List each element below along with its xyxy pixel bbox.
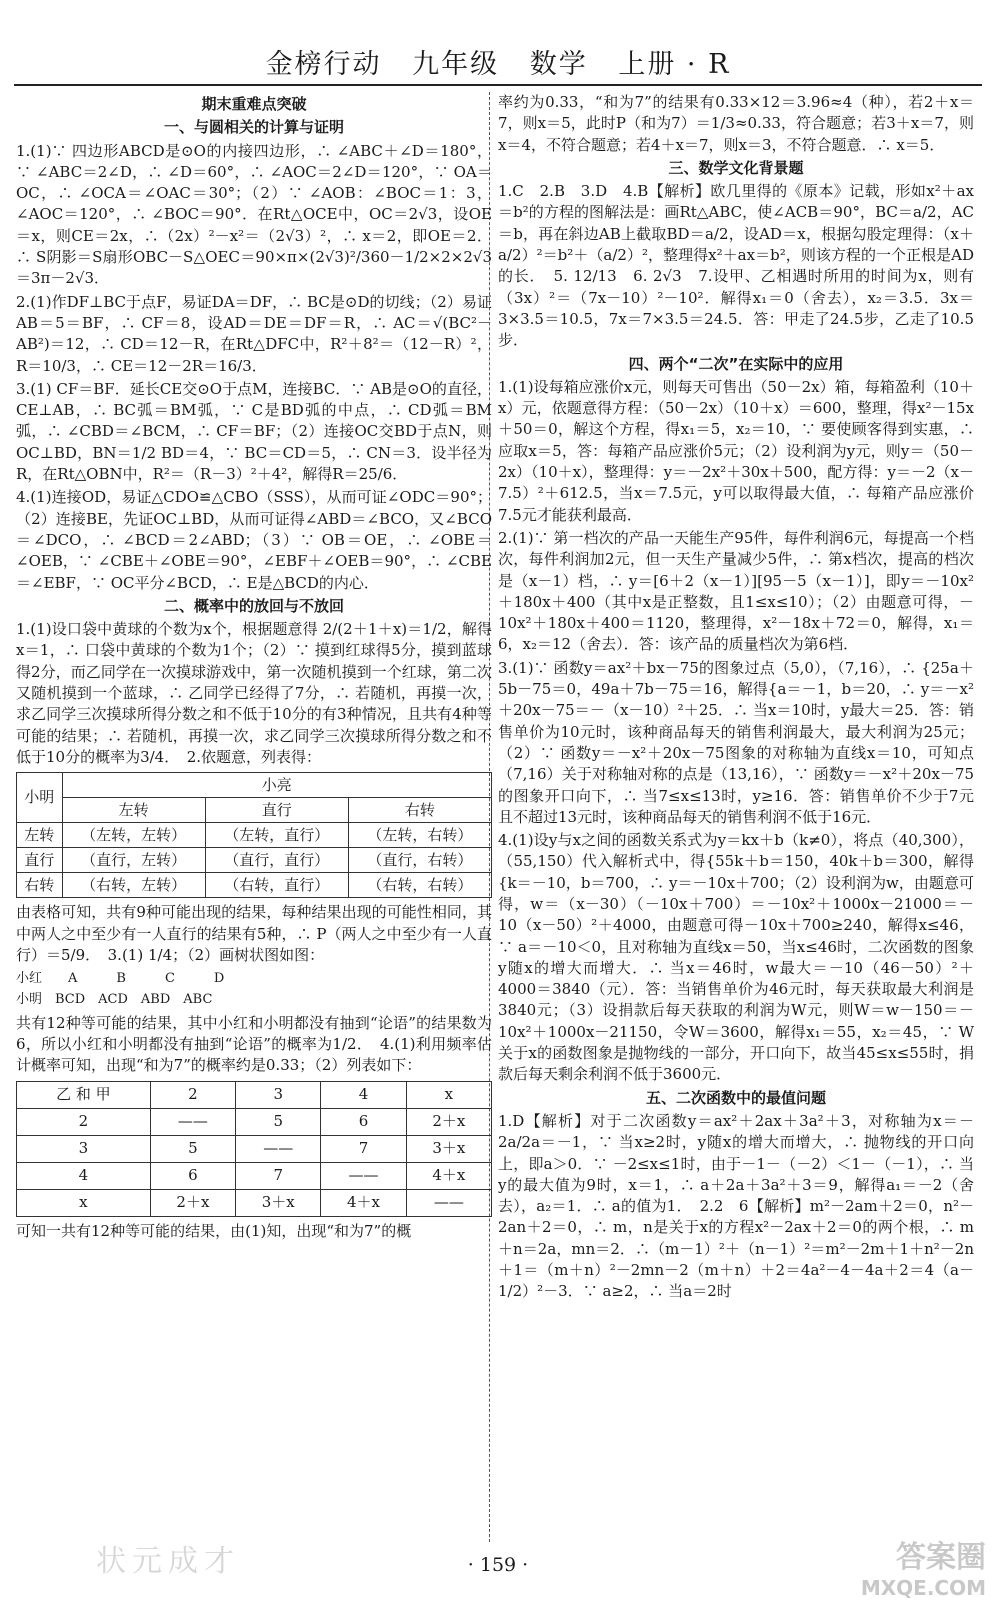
table-row: [17, 1189, 492, 1216]
row-header: 2: [17, 1108, 151, 1135]
table-cell: ——: [406, 1189, 491, 1216]
table-cell: （左转，直行）: [205, 823, 348, 848]
book-grade: 九年级: [412, 49, 500, 80]
table-row: [17, 823, 492, 848]
book-volume: 上册 · R: [618, 49, 731, 80]
table-cell: 5: [150, 1135, 235, 1162]
table-row: [17, 1135, 492, 1162]
row-header: 3: [17, 1135, 151, 1162]
s3-answers: 1.C 2.B 3.D 4.B【解析】欧几里得的《原本》记载，形如x²＋ax＝b²的方程的图解法是：画Rt△ABC，使∠ACB＝90°，BC＝a/2，AC＝b，再在斜边AB上截取BD＝a/2，设AD＝x，根据勾股定理得：（x＋a/2）²＝b²＋（a/2）²，整理得x²＋ax＝b²，则该方程的一个正根是AD的长． 5. 12/13 6. 2√3 7.设甲、乙相遇时所用的时间为x，则有（3x）²＝（7x－10）²－10²．解得x₁＝0（舍去），x₂＝3.5．3x＝3×3.5＝10.5，7x＝7×3.5＝24.5．答：甲走了24.5步，乙走了10.5步．: [498, 182, 974, 350]
row-header: 4: [17, 1162, 151, 1189]
page-title: 期末重难点突破: [201, 95, 307, 113]
watermark-logo: [846, 1532, 986, 1600]
table-corner: [17, 1081, 151, 1108]
tree-row-bottom: 小明 BCD ACD ABD ABC: [16, 992, 213, 1008]
table-cell: ——: [321, 1162, 406, 1189]
row-header: 右转: [17, 873, 63, 898]
corner-top: 乙: [56, 1084, 72, 1103]
table-col-header: 2: [150, 1081, 235, 1108]
s1-answer-3: 3.(1) CF＝BF．延长CE交⊙O于点M，连接BC．∵ AB是⊙O的直径，CE⊥AB，∴ BC弧＝BM弧，∵ C是BD弧的中点，∴ CD弧＝BM弧，∴ ∠CBD＝∠BCM，∴ CF＝BF；（2）连接OC交BD于点N，则OC⊥BD，BN＝1/2 BD＝4，∵ BC＝CD＝5，∴ CN＝3．设半径为R，在Rt△OBN中，R²＝（R－3）²＋4²，解得R＝25/6．: [16, 379, 492, 484]
s1-answer-2: 2.(1)作DF⊥BC于点F，易证DA＝DF，∴ BC是⊙D的切线；（2）易证AB＝5＝BF，∴ CF＝8，设AD＝DE＝DF＝R，∴ AC＝√(BC²－AB²)＝12，∴ CD＝12－R，在Rt△DFC中，R²＋8²＝（12－R）²，R＝10/3，∴ CE＝12－2R＝16/3．: [16, 292, 492, 375]
table-cell: ——: [236, 1135, 321, 1162]
book-subject: 数学: [529, 49, 588, 80]
left-column: [16, 92, 492, 1542]
table-cell: 7: [236, 1162, 321, 1189]
tree-row-top: 小红 A B C D: [16, 971, 225, 987]
table-cell: （直行，直行）: [205, 848, 348, 873]
table-cell: 6: [150, 1162, 235, 1189]
table-cell: 2＋x: [150, 1189, 235, 1216]
logo-text-top: 答案圈: [896, 1540, 986, 1575]
table-turns: [16, 772, 492, 898]
table-corner: 小明: [17, 773, 63, 823]
corner-bottom: 甲: [95, 1084, 111, 1103]
table-cell: 3＋x: [406, 1135, 491, 1162]
table-group-header: 小亮: [62, 773, 491, 798]
header-rule: [14, 84, 982, 86]
s1-answer-4: 4.(1)连接OD，易证△CDO≌△CBO（SSS），从而可证∠ODC＝90°；（2）连接BE，先证OC⊥BD，从而可证得∠ABD＝∠BCO，又∠BCO＝∠DCO，∴ ∠BCD＝2∠ABD；（3）∵ OB＝OE，∴ ∠OBE＝∠OEB，∵ ∠CBE＋∠OBE＝90°，∠EBF＋∠OEB＝90°，∴ ∠CBE＝∠EBF，∵ OC平分∠BCD，∴ E是△BCD的内心．: [16, 488, 492, 592]
right-column: [498, 92, 974, 1542]
table-cell: （左转，右转）: [348, 823, 491, 848]
table-col-header: 左转: [62, 798, 205, 823]
table-cell: 7: [321, 1135, 406, 1162]
s4-answer-1: 1.(1)设每箱应涨价x元，则每天可售出（50－2x）箱，每箱盈利（10＋x）元，依题意得方程：（50－2x）（10＋x）＝600，整理，得x²－15x＋50＝0，解这个方程，得x₁＝5，x₂＝10，∵ 要使顾客得到实惠，∴ 应取x＝5，答：每箱产品应涨价5元；（2）设利润为y元，则y＝（50－2x）（10＋x），整理得：y＝－2x²＋30x＋500，配方得：y＝－2（x－7.5）²＋612.5，当x＝7.5元，y可以取得最大值，∴ 每箱产品应涨价7.5元才能获利最高．: [498, 377, 974, 524]
table-cell: （左转，左转）: [62, 823, 205, 848]
row-header: x: [17, 1189, 151, 1216]
s4-answer-4: 4.(1)设y与x之间的函数关系式为y＝kx＋b（k≠0），将点（40,300），（55,150）代入解析式中，得{55k＋b＝150，40k＋b＝300，解得{k＝－10，b＝700，∴ y＝－10x＋700；（2）设利润为w，由题意可得，w＝（x－30）（－10x＋700）＝－10x²＋1000x－21000＝－10（x－50）²＋4000，由题意可得－10x＋700≥240，解得x≤46，∵ a＝－10＜0，且对称轴为直线x＝50，当x≤46时，二次函数的图象y随x的增大而增大．∴ 当x＝46时，w最大＝－10（46－50）²＋4000＝3840（元）．答：当销售单价为46元时，每天获取最大利润是3840元；（3）设捐款后每天获取的利润为W元，则W＝w－150＝－10x²＋1000x－21150，令W＝3600，解得x₁＝55，x₂＝45，∵ W关于x的函数图象是抛物线的一部分，开口向下，故当45≤x≤55时，捐款后每天剩余利润不低于3600元．: [498, 831, 974, 1084]
table-cell: 4＋x: [406, 1162, 491, 1189]
section-3-title: 三、数学文化背景题: [668, 158, 804, 177]
table-col-header: 3: [236, 1081, 321, 1108]
section-2-title: 二、概率中的放回与不放回: [163, 596, 344, 615]
book-series: 金榜行动: [265, 49, 382, 80]
table-cell: （右转，右转）: [348, 873, 491, 898]
table-row: [17, 1162, 492, 1189]
row-header: 直行: [17, 848, 63, 873]
section-5-title: 五、二次函数中的最值问题: [645, 1088, 826, 1107]
table-cell: 4＋x: [321, 1189, 406, 1216]
table-col-header: 右转: [348, 798, 491, 823]
s2-answer-2: 由表格可知，共有9种可能出现的结果，每种结果出现的可能性相同，其中两人之中至少有一人直行的结果有5种，∴ P（两人之中至少有一人直行）＝5/9． 3.(1) 1/4；（2）画树状图如图：: [16, 903, 492, 964]
logo-text-bottom: MXQE.COM: [860, 1576, 986, 1600]
s2-answer-1: 1.(1)设口袋中黄球的个数为x个，根据题意得 2/(2＋1＋x)＝1/2，解得x＝1，∴ 口袋中黄球的个数为1个；（2）∵ 摸到红球得5分，摸到蓝球得2分，而乙同学在一次摸球游戏中，第一次随机摸到一个红球，第二次又随机摸到一个蓝球，∴ 乙同学已经得了7分，∴ 若随机，再摸一次，求乙同学三次摸球所得分数之和不低于10分的有3种情况，且共有4种等可能的结果；∴ 若随机，再摸一次，求乙同学三次摸球所得分数之和不低于10分的概率为3/4． 2.依题意，列表得：: [16, 620, 492, 766]
s2-answer-4: 可知一共有12种等可能的结果，由(1)知，出现“和为7”的概: [16, 1221, 412, 1240]
table-cell: 5: [236, 1108, 321, 1135]
table-row: [17, 848, 492, 873]
s4-answer-2: 2.(1)∵ 第一档次的产品一天能生产95件，每件利润6元，每提高一个档次，每件利润加2元，但一天生产量减少5件，∴ 第x档次，提高的档次是（x－1）档，∴ y＝[6＋2（x－1）][95－5（x－1）]，即y＝－10x²＋180x＋400（其中x是正整数，且1≤x≤10）；（2）由题意可得，－10x²＋180x＋400＝1120，整理得，x²－18x＋72＝0，解得，x₁＝6，x₂＝12（舍去）．答：该产品的质量档次为第6档．: [498, 528, 974, 654]
table-cell: （右转，直行）: [205, 873, 348, 898]
table-cell: （直行，左转）: [62, 848, 205, 873]
table-cell: 3＋x: [236, 1189, 321, 1216]
watermark-stamp: 状元成才: [96, 1544, 240, 1579]
row-header: 左转: [17, 823, 63, 848]
corner-mid: 和: [75, 1084, 91, 1103]
table-col-header: 直行: [205, 798, 348, 823]
table-row: [17, 1108, 492, 1135]
section-4-title: 四、两个“二次”在实际中的应用: [628, 354, 844, 373]
table-cell: 6: [321, 1108, 406, 1135]
table-row: [17, 873, 492, 898]
table-cell: 2＋x: [406, 1108, 491, 1135]
s2-answer-3: 共有12种等可能的结果，其中小红和小明都没有抽到“论语”的结果数为6，所以小红和小明都没有抽到“论语”的概率为1/2． 4.(1)利用频率估计概率可知，出现“和为7”的概率约是0.33；（2）列表如下：: [16, 1013, 492, 1075]
page-number: · 159 ·: [467, 1554, 529, 1576]
table-cell: （直行，右转）: [348, 848, 491, 873]
s2-answer-4-cont: 率约为0.33，“和为7”的结果有0.33×12＝3.96≈4（种），若2＋x＝7，则x＝5，此时P（和为7）＝1/3≈0.33，符合题意；若3＋x＝7，则x＝4，不符合题意；若4＋x＝7，则x＝3，不符合题意．∴ x＝5．: [498, 93, 974, 154]
table-cell: ——: [150, 1108, 235, 1135]
s5-answers: 1.D【解析】对于二次函数y＝ax²＋2ax＋3a²＋3，对称轴为x＝－2a/2a＝－1，∵ 当x≥2时，y随x的增大而增大，∴ 抛物线的开口向上，即a＞0．∵ －2≤x≤1时，由于－1－（－2）＜1－（－1），∴ 当y的最大值为9时，x＝1，∴ a＋2a＋3a²＋3＝9，解得a₁＝－2（舍去），a₂＝1．∴ a的值为1． 2.2 6【解析】m²－2am＋2＝0，n²－2an＋2＝0，∴ m，n是关于x的方程x²－2ax＋2＝0的两个根，∴ m＋n＝2a，mn＝2．∴（m－1）²＋（n－1）²＝m²－2m＋1＋n²－2n＋1＝（m＋n）²－2mn－2（m＋n）＋2＝4a²－4－4a＋2＝4（a－1/2）²－3．∵ a≥2，∴ 当a＝2时: [498, 1111, 974, 1301]
page-header: [0, 42, 996, 84]
table-sums: [16, 1081, 492, 1217]
tree-diagram: [16, 968, 492, 1011]
table-col-header: 4: [321, 1081, 406, 1108]
section-1-title: 一、与圆相关的计算与证明: [163, 118, 344, 137]
s4-answer-3: 3.(1)∵ 函数y＝ax²＋bx－75的图象过点（5,0），（7,16），∴ {25a＋5b－75＝0，49a＋7b－75＝16，解得{a＝－1，b＝20，∴ y＝－x²＋20x－75＝－（x－10）²＋25．∴ 当x＝10时，y最大＝25．答：销售单价为10元时，该种商品每天的销售利润最大，最大利润为25元；（2）∵ 函数y＝－x²＋20x－75图象的对称轴为直线x＝10，可知点（7,16）关于对称轴对称的点是（13,16），∵ 函数y＝－x²＋20x－75的图象开口向下，∴ 当7≤x≤13时，y≥16．答：销售单价不少于7元且不超过13元时，该种商品每天的销售利润不低于16元．: [498, 658, 974, 826]
table-col-header: x: [406, 1081, 491, 1108]
table-cell: （右转，左转）: [62, 873, 205, 898]
s1-answer-1: 1.(1)∵ 四边形ABCD是⊙O的内接四边形，∴ ∠ABC＋∠D＝180°，∵ ∠ABC＝2∠D，∴ ∠D＝60°，∴ ∠AOC＝2∠D＝120°，∵ OA＝OC，∴ ∠OCA＝∠OAC＝30°；（2）∵ ∠AOB：∠BOC＝1：3，∠AOC＝120°，∴ ∠BOC＝90°．在Rt△OCE中，OC＝2√3，设OE＝x，则CE＝2x，∴（2x）²－x²＝（2√3）²，∴ x＝2，即OE＝2．∴ S阴影＝S扇形OBC－S△OEC＝90×π×(2√3)²/360－1/2×2×2√3＝3π－2√3．: [16, 141, 492, 288]
